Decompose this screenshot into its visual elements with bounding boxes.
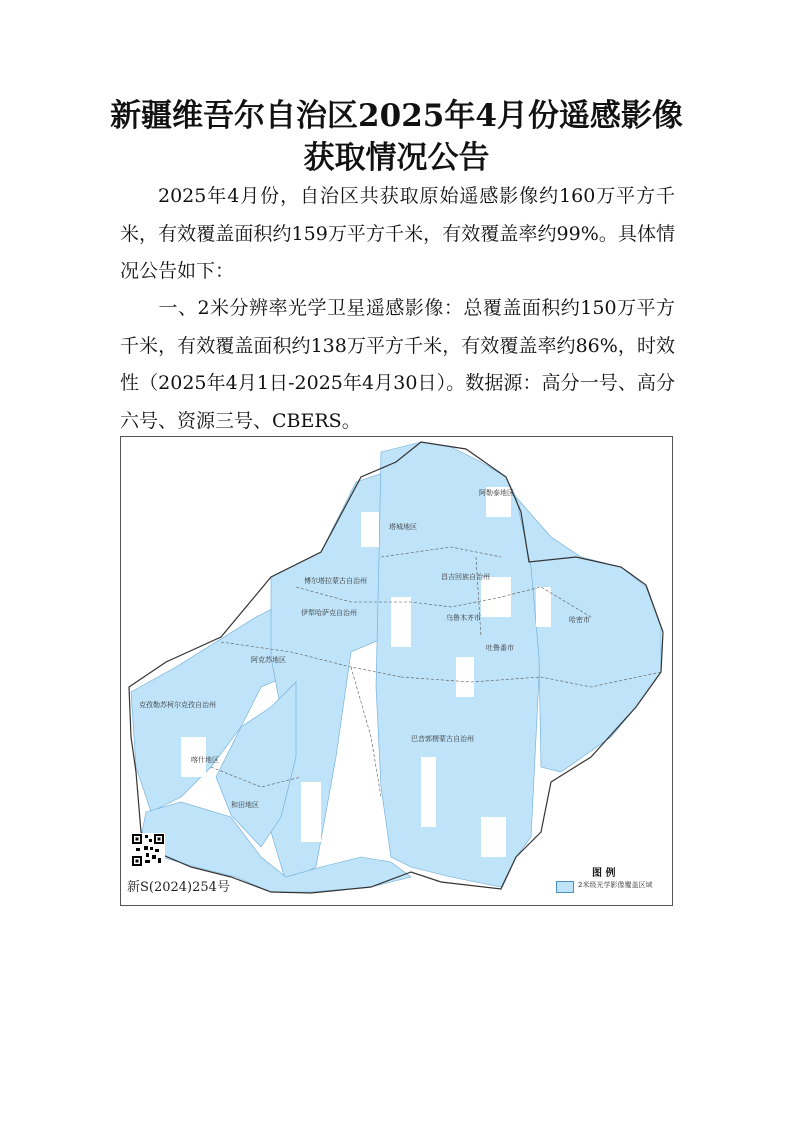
map-label: 吐鲁番市 — [486, 644, 514, 652]
optical-imagery-text: 一、2米分辨率光学卫星遥感影像：总覆盖面积约150万平方千米，有效覆盖面积约138万平方千米，有效覆盖率约86%，时效性（2025年4月1日-2025年4月30日）。数据源：高分一号、高分六号、资源三号、CBERS。 — [120, 297, 675, 432]
optical-imagery-paragraph — [120, 290, 675, 440]
map-label: 博尔塔拉蒙古自治州 — [304, 577, 367, 585]
map-label: 阿勒泰地区 — [479, 489, 514, 497]
qr-code — [131, 833, 165, 867]
coverage-strips — [131, 442, 661, 892]
page-title: 新疆维吾尔自治区2025年4月份遥感影像 — [110, 98, 683, 134]
qr-code-graphic — [131, 833, 165, 867]
map-label: 克孜勒苏柯尔克孜自治州 — [139, 701, 216, 709]
coverage-map-graphic — [121, 437, 673, 906]
map-label: 塔城地区 — [389, 523, 417, 531]
legend-swatch — [556, 881, 574, 893]
legend-title: 图 例 — [592, 868, 616, 879]
coverage-strip — [516, 497, 661, 772]
summary-paragraph — [120, 178, 675, 291]
summary-text: 2025年4月份，自治区共获取原始遥感影像约160万平方千米，有效覆盖面积约159万平方千米，有效覆盖率约99%。具体情况公告如下： — [120, 185, 675, 282]
map-label: 昌吉回族自治州 — [441, 573, 490, 581]
map-label: 阿克苏地区 — [251, 656, 286, 664]
map-label: 和田地区 — [231, 801, 259, 809]
coverage-map — [120, 436, 673, 906]
map-label: 哈密市 — [569, 616, 590, 624]
map-label: 伊犁哈萨克自治州 — [301, 609, 357, 617]
map-label: 巴音郭楞蒙古自治州 — [411, 735, 474, 743]
legend-label: 2米级光学影像覆盖区域 — [578, 881, 653, 889]
map-label: 喀什地区 — [191, 756, 219, 764]
map-approval-number: 新S(2024)254号 — [127, 880, 230, 895]
page-subtitle: 获取情况公告 — [303, 140, 490, 176]
map-label: 乌鲁木齐市 — [446, 614, 481, 622]
